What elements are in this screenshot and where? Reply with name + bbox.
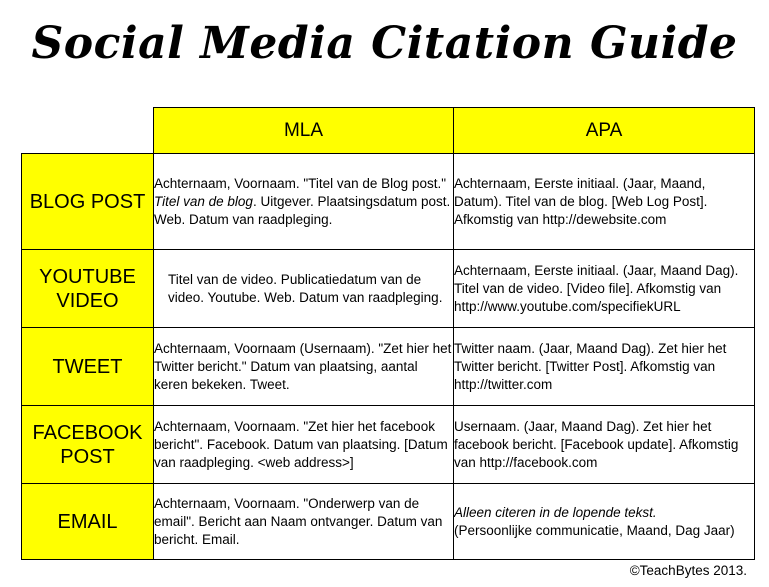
table-row [22, 406, 755, 484]
mla-cell-email [154, 484, 454, 560]
mla-cell-tweet [154, 328, 454, 406]
page-title: Social Media Citation Guide [31, 18, 738, 69]
table-row [22, 154, 755, 250]
apa-text: Twitter naam. (Jaar, Maand Dag). Zet hier het Twitter bericht. [Twitter Post]. Afkomstig van http://twitter.com [454, 340, 727, 392]
table-row [22, 250, 755, 328]
mla-cell-facebook-post [154, 406, 454, 484]
mla-text-rest: . Uitgever. Plaatsingsdatum post. Web. Datum van raadpleging. [154, 193, 451, 227]
mla-text: Achternaam, Voornaam. "Onderwerp van de email". Bericht aan Naam ontvanger. Datum van bericht. Email. [154, 495, 443, 547]
mla-text: Achternaam, Voornaam (Usernaam). "Zet hier het Twitter bericht." Datum van plaatsing, aantal keren bekeken. Tweet. [154, 340, 452, 392]
row-label-blog-post: BLOG POST [22, 154, 154, 250]
citation-table [21, 107, 755, 560]
apa-cell-youtube-video [454, 250, 755, 328]
apa-text: Achternaam, Eerste initiaal. (Jaar, Maand Dag). Titel van de video. [Video file]. Afkomstig van http://www.youtube.com/specifiekURL [454, 262, 739, 314]
mla-text: Achternaam, Voornaam. "Zet hier het facebook bericht". Facebook. Datum van plaatsing. [Datum van raadpleging. <web address>] [154, 418, 448, 470]
apa-italic-text: Alleen citeren in de lopende tekst. [454, 504, 657, 520]
copyright-notice: ©TeachBytes 2013. [629, 563, 747, 578]
row-label-email: EMAIL [22, 484, 154, 560]
row-label-youtube-video: YOUTUBE VIDEO [22, 250, 154, 328]
apa-cell-blog-post [454, 154, 755, 250]
mla-text: Titel van de video. Publicatiedatum van de video. Youtube. Web. Datum van raadpleging. [168, 271, 443, 305]
mla-text: Achternaam, Voornaam. "Titel van de Blog post." [154, 175, 446, 191]
apa-cell-facebook-post [454, 406, 755, 484]
apa-text: Achternaam, Eerste initiaal. (Jaar, Maand, Datum). Titel van de blog. [Web Log Post]. Afkomstig van http://dewebsite.com [454, 175, 708, 227]
table-row [22, 484, 755, 560]
header-row [22, 108, 755, 154]
table-row [22, 328, 755, 406]
row-label-facebook-post: FACEBOOK POST [22, 406, 154, 484]
column-header-apa: APA [454, 108, 755, 154]
apa-text: Usernaam. (Jaar, Maand Dag). Zet hier het facebook bericht. [Facebook update]. Afkomstig van http://facebook.com [454, 418, 739, 470]
mla-cell-youtube-video [154, 250, 454, 328]
mla-cell-blog-post [154, 154, 454, 250]
apa-cell-tweet [454, 328, 755, 406]
apa-cell-email [454, 484, 755, 560]
corner-cell [22, 108, 154, 154]
row-label-tweet: TWEET [22, 328, 154, 406]
apa-text: (Persoonlijke communicatie, Maand, Dag Jaar) [454, 522, 735, 538]
mla-italic-text: Titel van de blog [154, 193, 253, 209]
column-header-mla: MLA [154, 108, 454, 154]
